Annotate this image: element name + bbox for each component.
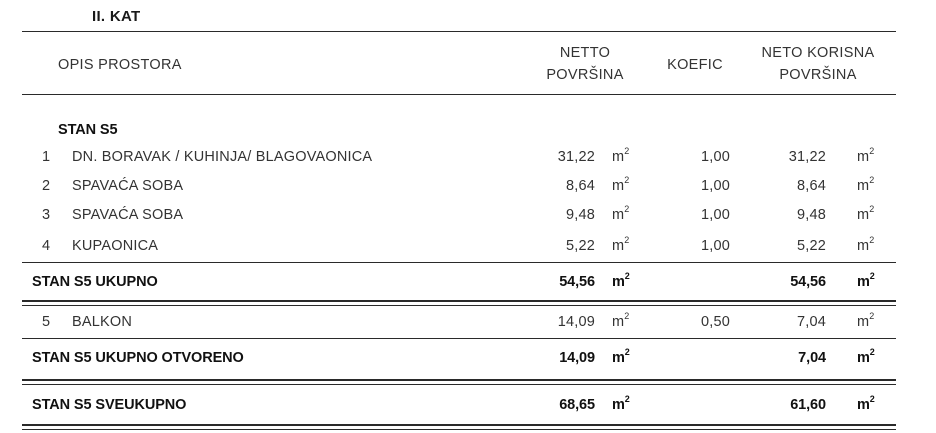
grand-total-double-border-top	[22, 424, 896, 426]
room-name: BALKON	[72, 314, 133, 330]
grand-total-double-border-bottom	[22, 429, 896, 430]
unit-label	[612, 235, 630, 254]
room-koef-value: 1,00	[700, 149, 730, 165]
balcony-netto-value: 14,09	[557, 314, 595, 330]
unit-base: m	[857, 178, 870, 194]
unit-exponent: 2	[869, 235, 875, 245]
header-neto-korisna	[748, 42, 888, 86]
unit-label	[857, 146, 875, 165]
room-name: SPAVAĆA SOBA	[72, 207, 184, 223]
unit-label	[612, 394, 630, 413]
balcony-neto-value: 7,04	[796, 314, 826, 330]
header-netto-line1: NETTO	[559, 45, 611, 61]
unit-base: m	[857, 397, 870, 413]
unit-base: m	[857, 350, 870, 366]
room-koef-value: 1,00	[700, 207, 730, 223]
unit-label	[612, 347, 630, 366]
room-netto-value: 9,48	[565, 207, 595, 223]
unit-label	[857, 394, 875, 413]
room-name: DN. BORAVAK / KUHINJA/ BLAGOVAONICA	[72, 149, 373, 165]
unit-base: m	[612, 314, 625, 330]
subtotal-netto-value: 54,56	[559, 274, 595, 290]
unit-exponent: 2	[624, 394, 630, 404]
section-title: STAN S5	[58, 122, 118, 138]
grand-total-label: STAN S5 SVEUKUPNO	[32, 397, 187, 413]
room-number: 2	[42, 178, 51, 194]
unit-label	[612, 311, 630, 330]
balcony-bottom-border	[22, 338, 896, 339]
room-name: KUPAONICA	[72, 238, 159, 254]
unit-exponent: 2	[624, 146, 630, 156]
unit-label	[612, 204, 630, 223]
unit-base: m	[857, 207, 870, 223]
unit-base: m	[612, 397, 625, 413]
unit-base: m	[857, 314, 870, 330]
unit-base: m	[857, 238, 870, 254]
room-netto-value: 8,64	[565, 178, 595, 194]
open-total-double-border-top	[22, 379, 896, 381]
unit-exponent: 2	[624, 204, 630, 214]
unit-base: m	[857, 149, 870, 165]
unit-exponent: 2	[869, 271, 875, 281]
unit-base: m	[612, 149, 625, 165]
grand-total-netto-value: 68,65	[559, 397, 595, 413]
unit-label	[857, 347, 875, 366]
unit-label	[857, 204, 875, 223]
room-netto-value: 5,22	[565, 238, 595, 254]
room-name: SPAVAĆA SOBA	[72, 178, 184, 194]
room-number: 4	[42, 238, 51, 254]
room-number: 1	[42, 149, 51, 165]
balcony-koef-value: 0,50	[700, 314, 730, 330]
unit-base: m	[612, 274, 625, 290]
unit-exponent: 2	[624, 235, 630, 245]
open-total-neto-value: 7,04	[798, 350, 826, 366]
subtotal-double-border-bottom	[22, 305, 896, 306]
unit-label	[857, 311, 875, 330]
header-koefic: KOEFIC	[667, 57, 723, 73]
header-neto-korisna-line2: POVRŠINA	[779, 67, 857, 83]
subtotal-double-border-top	[22, 300, 896, 302]
room-netto-value: 31,22	[557, 149, 595, 165]
unit-label	[857, 271, 875, 290]
unit-base: m	[612, 350, 625, 366]
unit-exponent: 2	[869, 347, 875, 357]
unit-label	[857, 235, 875, 254]
unit-base: m	[612, 178, 625, 194]
room-neto-value: 9,48	[796, 207, 826, 223]
room-neto-value: 5,22	[796, 238, 826, 254]
unit-exponent: 2	[624, 347, 630, 357]
open-total-label: STAN S5 UKUPNO OTVORENO	[32, 350, 244, 366]
unit-exponent: 2	[624, 311, 630, 321]
room-koef-value: 1,00	[700, 238, 730, 254]
open-total-netto-value: 14,09	[559, 350, 595, 366]
unit-label	[612, 271, 630, 290]
unit-exponent: 2	[869, 146, 875, 156]
unit-label	[612, 175, 630, 194]
unit-exponent: 2	[869, 204, 875, 214]
unit-exponent: 2	[624, 175, 630, 185]
table-top-border	[22, 31, 896, 32]
rooms-bottom-border	[22, 262, 896, 263]
room-number: 5	[42, 314, 51, 330]
subtotal-neto-value: 54,56	[790, 274, 826, 290]
unit-exponent: 2	[869, 311, 875, 321]
header-bottom-border	[22, 94, 896, 95]
grand-total-neto-value: 61,60	[790, 397, 826, 413]
header-neto-korisna-line1: NETO KORISNA	[761, 45, 875, 61]
unit-label	[612, 146, 630, 165]
open-total-double-border-bottom	[22, 384, 896, 385]
unit-exponent: 2	[624, 271, 630, 281]
subtotal-label: STAN S5 UKUPNO	[32, 274, 158, 290]
room-number: 3	[42, 207, 51, 223]
unit-exponent: 2	[869, 394, 875, 404]
unit-base: m	[857, 274, 870, 290]
unit-exponent: 2	[869, 175, 875, 185]
unit-base: m	[612, 238, 625, 254]
room-neto-value: 8,64	[796, 178, 826, 194]
header-netto-line2: POVRŠINA	[546, 67, 624, 83]
room-koef-value: 1,00	[700, 178, 730, 194]
header-netto	[525, 42, 645, 86]
header-opis-prostora: OPIS PROSTORA	[58, 57, 182, 73]
room-neto-value: 31,22	[788, 149, 826, 165]
unit-label	[857, 175, 875, 194]
unit-base: m	[612, 207, 625, 223]
floor-title: II. KAT	[92, 8, 141, 25]
